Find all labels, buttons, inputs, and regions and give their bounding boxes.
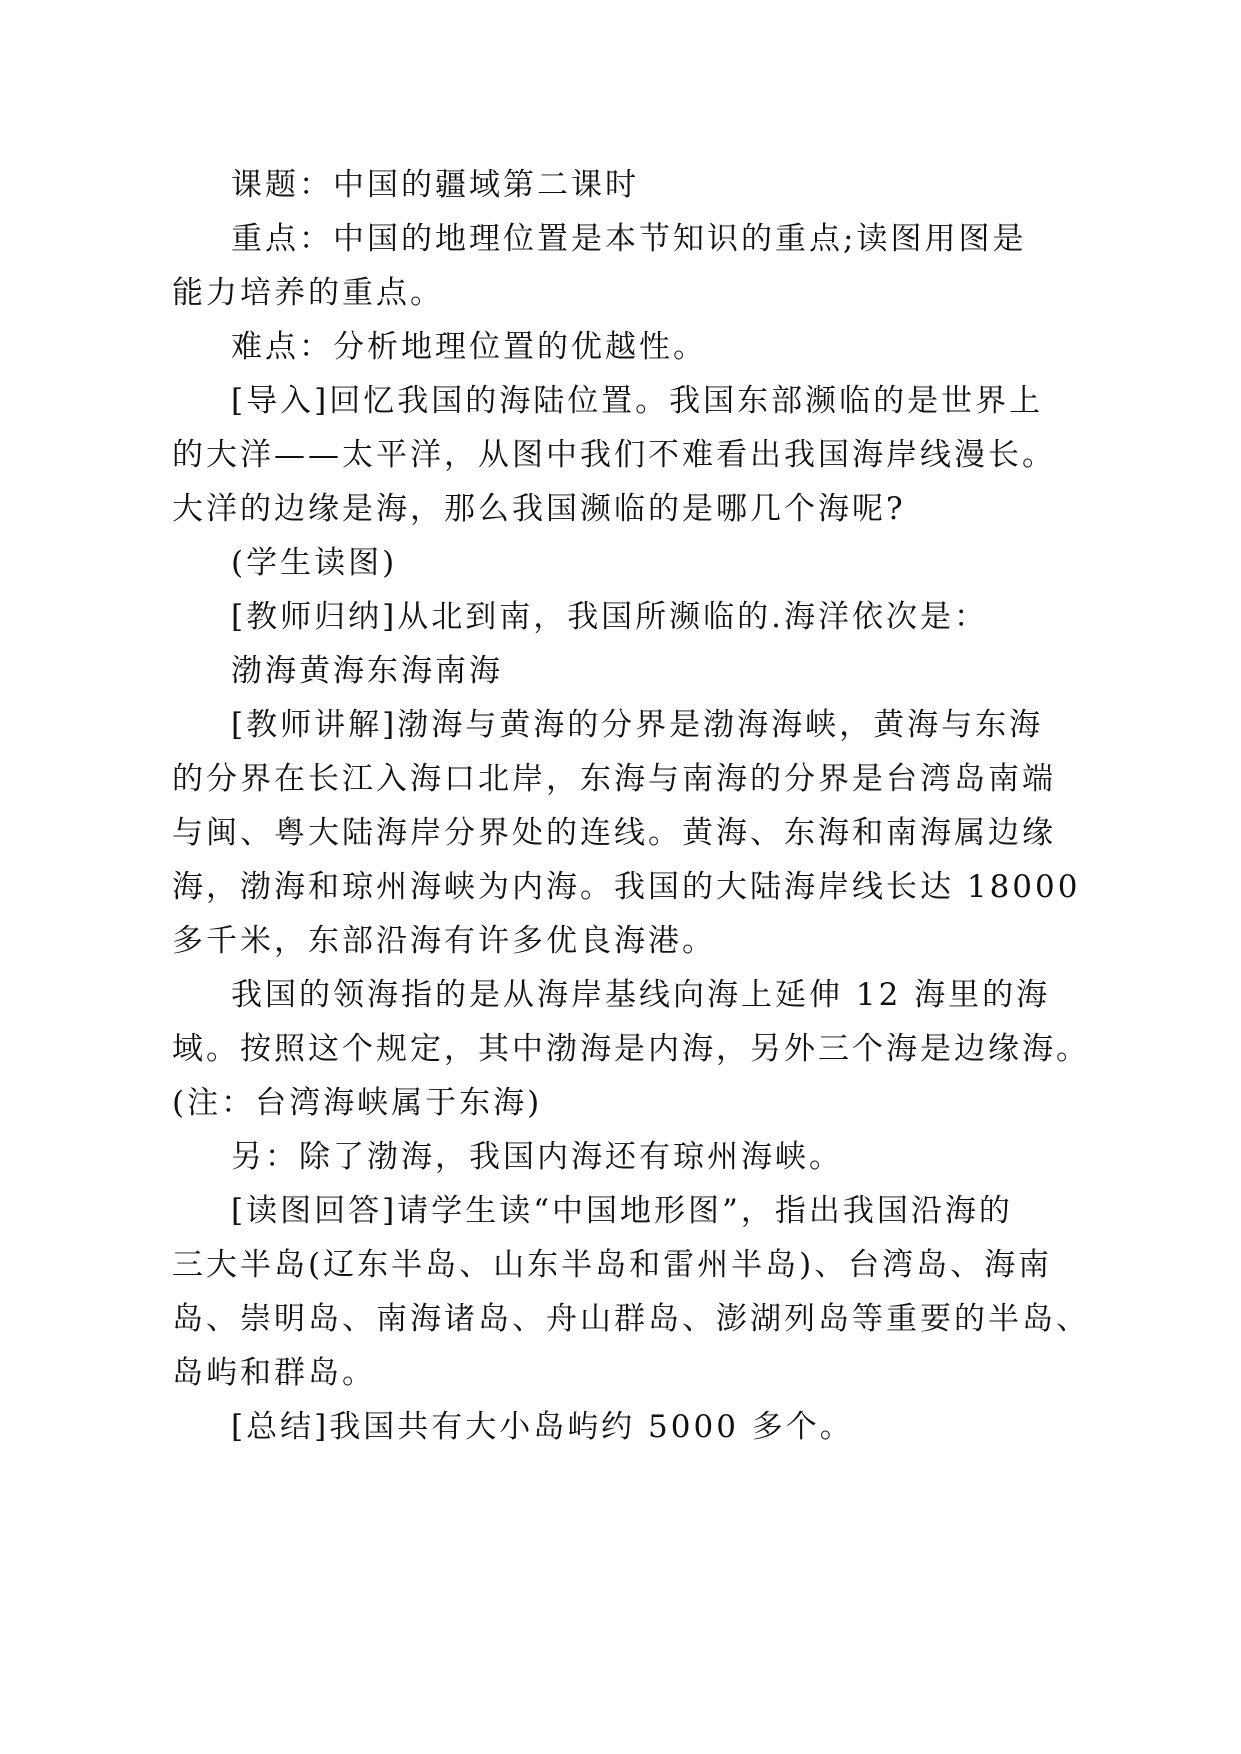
map-answer-line-1: [读图回答]请学生读“中国地形图”，指出我国沿海的	[231, 1193, 1013, 1229]
map-answer-line-4: 岛屿和群岛。	[172, 1355, 376, 1391]
map-answer-line-2: 三大半岛(辽东半岛、山东半岛和雷州半岛)、台湾岛、海南	[172, 1247, 1053, 1283]
difficulty-line: 难点：分析地理位置的优越性。	[231, 329, 707, 365]
explain-line-5: 多千米，东部沿海有许多优良海港。	[172, 923, 716, 959]
additional-line: 另：除了渤海，我国内海还有琼州海峡。	[231, 1139, 843, 1175]
key-point-line-2: 能力培养的重点。	[172, 275, 444, 311]
explain-line-1: [教师讲解]渤海与黄海的分界是渤海海峡，黄海与东海	[231, 707, 1044, 743]
territorial-line-1: 我国的领海指的是从海岸基线向海上延伸 12 海里的海	[231, 977, 1051, 1013]
note-line: (注：台湾海峡属于东海)	[172, 1085, 543, 1121]
territorial-line-2: 域。按照这个规定，其中渤海是内海，另外三个海是边缘海。	[172, 1031, 1090, 1067]
summary-line: [教师归纳]从北到南，我国所濒临的.海洋依次是：	[231, 599, 989, 635]
map-answer-line-3: 岛、崇明岛、南海诸岛、舟山群岛、澎湖列岛等重要的半岛、	[172, 1301, 1090, 1337]
explain-line-4: 海，渤海和琼州海峡为内海。我国的大陆海岸线长达 18000	[172, 869, 1081, 905]
intro-line-1: [导入]回忆我国的海陆位置。我国东部濒临的是世界上	[231, 383, 1044, 419]
conclusion-line: [总结]我国共有大小岛屿约 5000 多个。	[231, 1409, 854, 1445]
seas-list-line: 渤海黄海东海南海	[231, 653, 503, 689]
student-reads-line: (学生读图)	[231, 545, 398, 581]
explain-line-3: 与闽、粤大陆海岸分界处的连线。黄海、东海和南海属边缘	[172, 815, 1056, 851]
lesson-title: 课题：中国的疆域第二课时	[231, 167, 639, 203]
intro-line-3: 大洋的边缘是海，那么我国濒临的是哪几个海呢?	[172, 491, 906, 527]
key-point-line-1: 重点：中国的地理位置是本节知识的重点;读图用图是	[231, 221, 1027, 257]
intro-line-2: 的大洋——太平洋，从图中我们不难看出我国海岸线漫长。	[172, 437, 1056, 473]
explain-line-2: 的分界在长江入海口北岸，东海与南海的分界是台湾岛南端	[172, 761, 1056, 797]
